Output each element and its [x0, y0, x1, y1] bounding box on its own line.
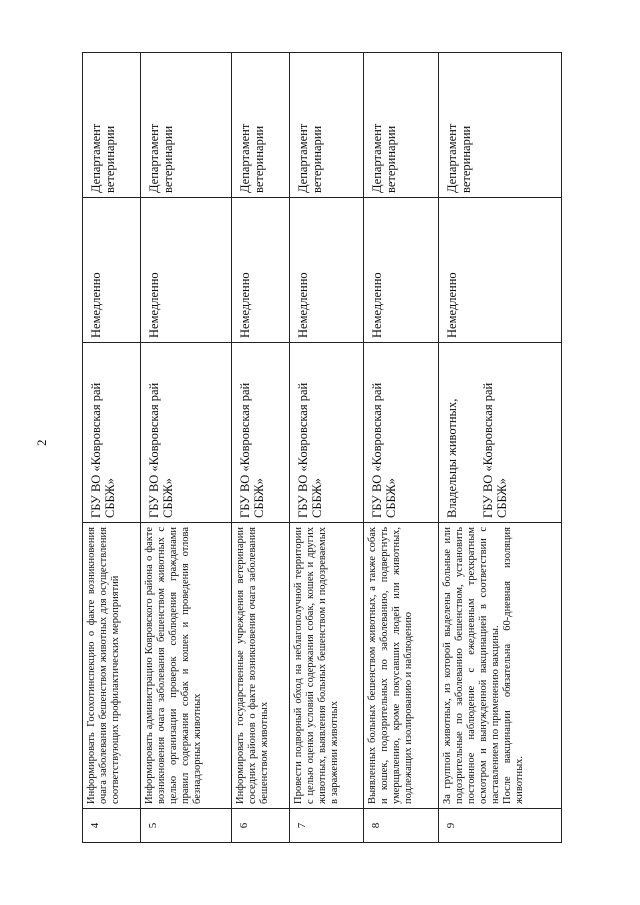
term-cell: Немедленно [231, 198, 289, 343]
executor-cell [141, 343, 232, 523]
term-cell: Немедленно [141, 198, 232, 343]
executor-cell [290, 343, 364, 523]
row-number: 4 [83, 809, 141, 843]
task-text: Информировать администрацию Ковровского района о факте возникновения очага заболевания бешенством животных с целью организации проверок соблюдения гражданами правил содержания собак и кошек и проведения отлова безнадзорных животных [144, 527, 204, 804]
task-text: За группой животных, из которой выделены больные или подозрительные по заболеванию бешенством, установить постоянное наблюдение с ежедневным трехкратным осмотром и вынужденной вакцинацией в соответствии с наставлением по применению вакцины. [441, 527, 501, 804]
executor-text: ГБУ ВО «Ковровская рай СББЖ» [296, 382, 324, 518]
page-number: 2 [34, 439, 49, 446]
executor-owner-text: Владельцы животных, [444, 398, 459, 518]
row-number: 6 [231, 809, 289, 843]
task-text: Информировать государственные учреждения ветеринарии соседних районов о факте возникновения очага заболевания бешенством животных [234, 527, 270, 804]
executor-text: ГБУ ВО «Ковровская рай СББЖ» [147, 382, 176, 518]
row-number: 5 [141, 809, 232, 843]
responsible-cell: Департамент ветеринарии [231, 53, 289, 198]
executor-text: ГБУ ВО «Ковровская рай СББЖ» [89, 382, 117, 518]
responsible-cell: Департамент ветеринарии [141, 53, 232, 198]
measures-table [82, 52, 562, 843]
executor-cell [231, 343, 289, 523]
table-row [364, 53, 438, 843]
task-cell [364, 523, 438, 809]
responsible-cell: Департамент ветеринарии [364, 53, 438, 198]
table-body [83, 53, 562, 843]
row-number: 7 [290, 809, 364, 843]
term-cell: Немедленно [83, 198, 141, 343]
task-cell [290, 523, 364, 809]
task-cell [231, 523, 289, 809]
responsible-cell: Департамент ветеринарии [438, 53, 561, 198]
term-cell: Немедленно [438, 198, 561, 343]
table-row [141, 53, 232, 843]
table-row [290, 53, 364, 843]
executor-text: ГБУ ВО «Ковровская рай СББЖ» [370, 382, 399, 518]
task-text: Выявленных больных бешенством животных, а также собак и кошек, подозрительных по заболеванию, подвергнуть умерщвлению, кроме покусавших людей или животных, подлежащих изолированию и наблюдению [367, 527, 415, 804]
row-number: 8 [364, 809, 438, 843]
row-number: 9 [438, 809, 561, 843]
task-cell [83, 523, 141, 809]
task-cell [438, 523, 561, 809]
table-row [231, 53, 289, 843]
table-row [83, 53, 141, 843]
task-cell [141, 523, 232, 809]
term-cell: Немедленно [290, 198, 364, 343]
executor-cell [364, 343, 438, 523]
executor-cell [438, 343, 561, 523]
table-row [438, 53, 561, 843]
task-text: Информировать Госохотинспекцию о факте возникновения очага заболевания бешенством животных для осуществления соответствующих профилактических мероприятий [86, 527, 121, 804]
term-cell: Немедленно [364, 198, 438, 343]
executor-text: ГБУ ВО «Ковровская рай СББЖ» [237, 382, 266, 518]
measures-table-rotated [82, 53, 562, 843]
task-text: Провести подворный обход на неблагополучной территории с целью оценки условий содержания собак, кошек и других животных, выявления больных бешенством и подозреваемых в заражении животных [293, 527, 340, 804]
executor-text: ГБУ ВО «Ковровская рай СББЖ» [480, 382, 509, 518]
task-text-extra: После вакцинации обязательна 60-дневная изоляция животных. [501, 527, 525, 804]
responsible-cell: Департамент ветеринарии [83, 53, 141, 198]
executor-cell [83, 343, 141, 523]
responsible-cell: Департамент ветеринарии [290, 53, 364, 198]
